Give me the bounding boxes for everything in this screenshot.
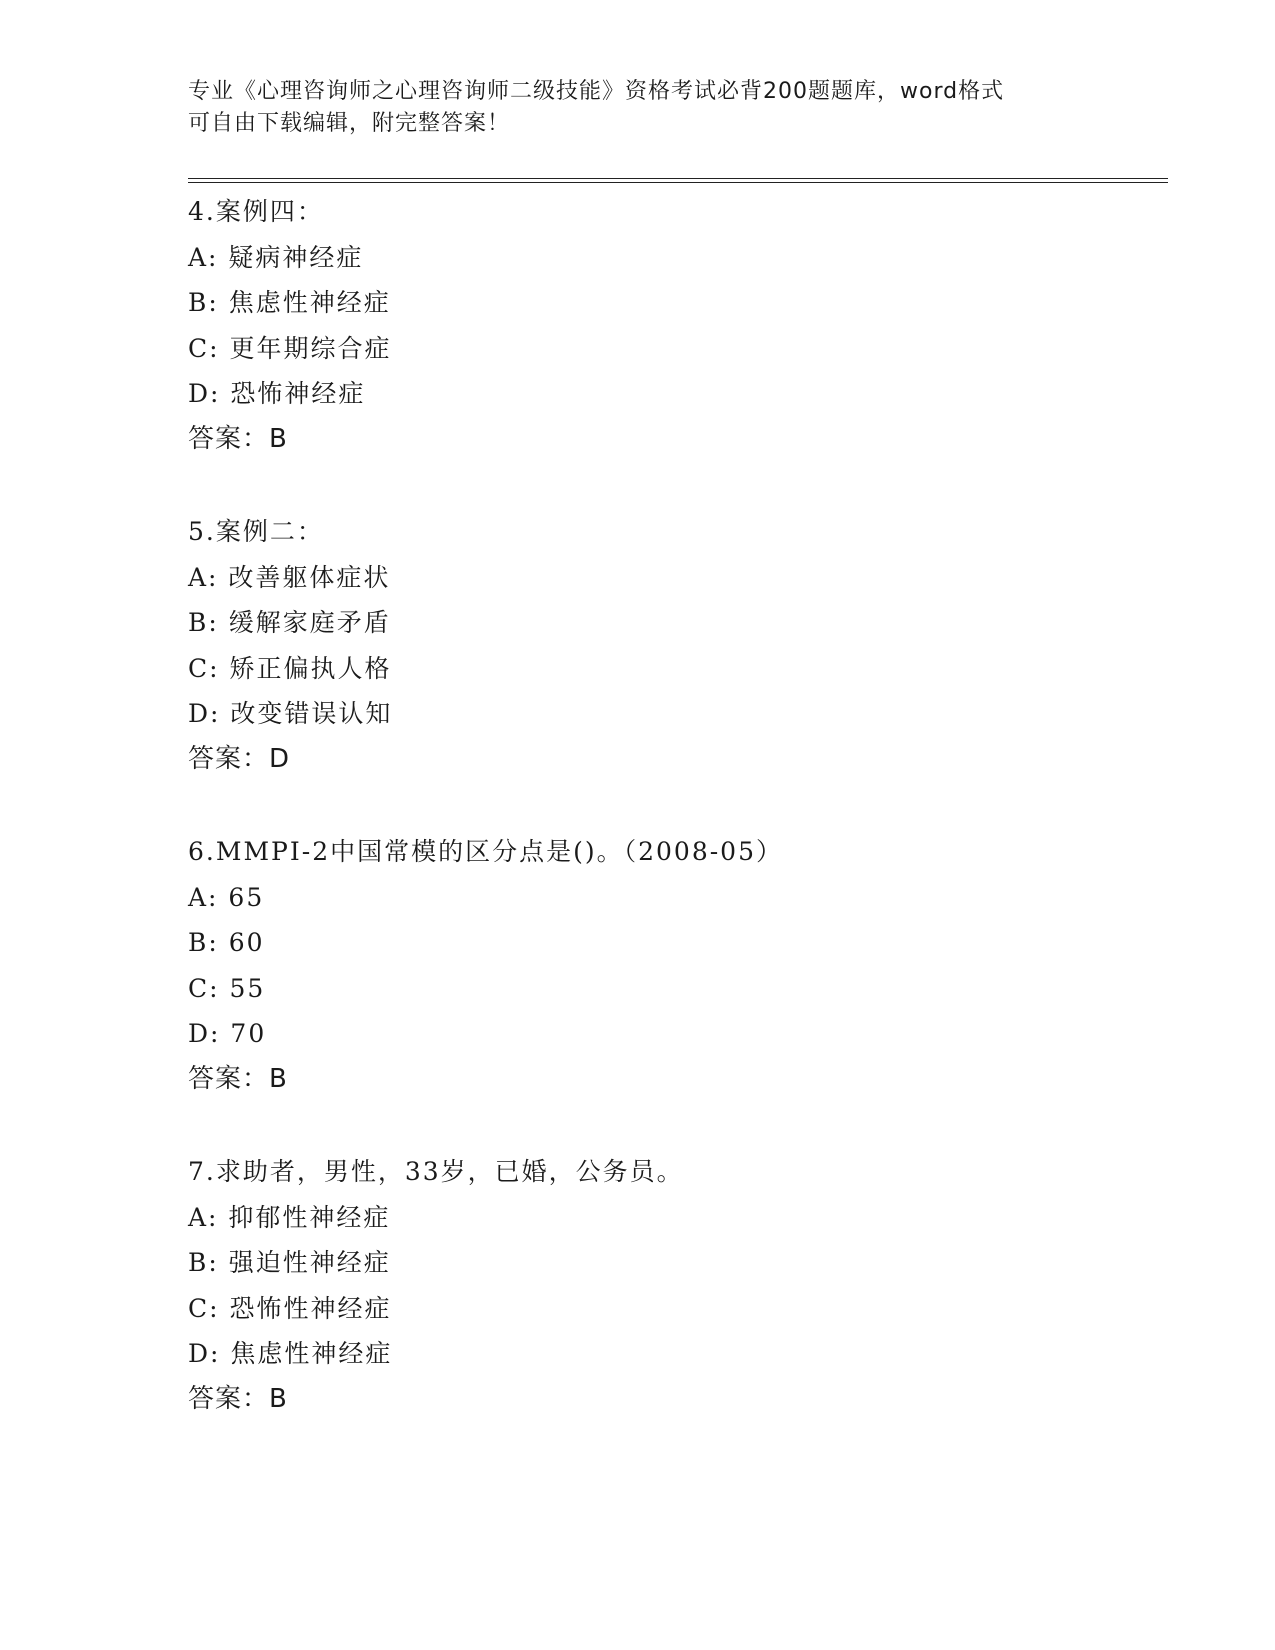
option-b: B: 强迫性神经症	[188, 1248, 391, 1278]
answer-line: 答案：B	[188, 1063, 288, 1094]
option-a: A: 疑病神经症	[188, 242, 364, 272]
header-line-2: 可自由下载编辑，附完整答案！	[188, 111, 511, 136]
option-d: D: 70	[188, 1019, 267, 1049]
option-d: D: 焦虑性神经症	[188, 1339, 393, 1369]
option-b: B: 缓解家庭矛盾	[188, 608, 391, 638]
question-5	[188, 509, 1088, 783]
option-c: C: 55	[188, 973, 266, 1003]
question-4	[188, 189, 1088, 463]
option-b: B: 60	[188, 928, 265, 958]
question-stem: 7.求助者，男性，33岁，已婚，公务员。	[188, 1157, 684, 1186]
question-6	[188, 829, 1088, 1103]
header-double-rule	[188, 178, 1168, 183]
answer-line: 答案：B	[188, 1383, 288, 1414]
option-c: C: 矫正偏执人格	[188, 653, 392, 683]
answer-line: 答案：B	[188, 423, 288, 454]
question-stem: 5.案例二：	[188, 517, 324, 546]
question-stem: 6.MMPI-2中国常模的区分点是()。（2008-05）	[188, 837, 783, 866]
document-header	[188, 76, 1088, 140]
option-c: C: 更年期综合症	[188, 333, 392, 363]
header-line-1: 专业《心理咨询师之心理咨询师二级技能》资格考试必背200题题库，word格式	[188, 79, 1005, 104]
answer-line: 答案：D	[188, 743, 291, 774]
option-c: C: 恐怖性神经症	[188, 1293, 392, 1323]
option-d: D: 恐怖神经症	[188, 379, 366, 409]
option-d: D: 改变错误认知	[188, 699, 393, 729]
document-page	[188, 0, 1168, 1650]
option-b: B: 焦虑性神经症	[188, 288, 391, 318]
option-a: A: 65	[188, 882, 265, 912]
question-7	[188, 1149, 1088, 1423]
question-stem: 4.案例四：	[188, 197, 324, 226]
option-a: A: 抑郁性神经症	[188, 1202, 391, 1232]
option-a: A: 改善躯体症状	[188, 562, 391, 592]
